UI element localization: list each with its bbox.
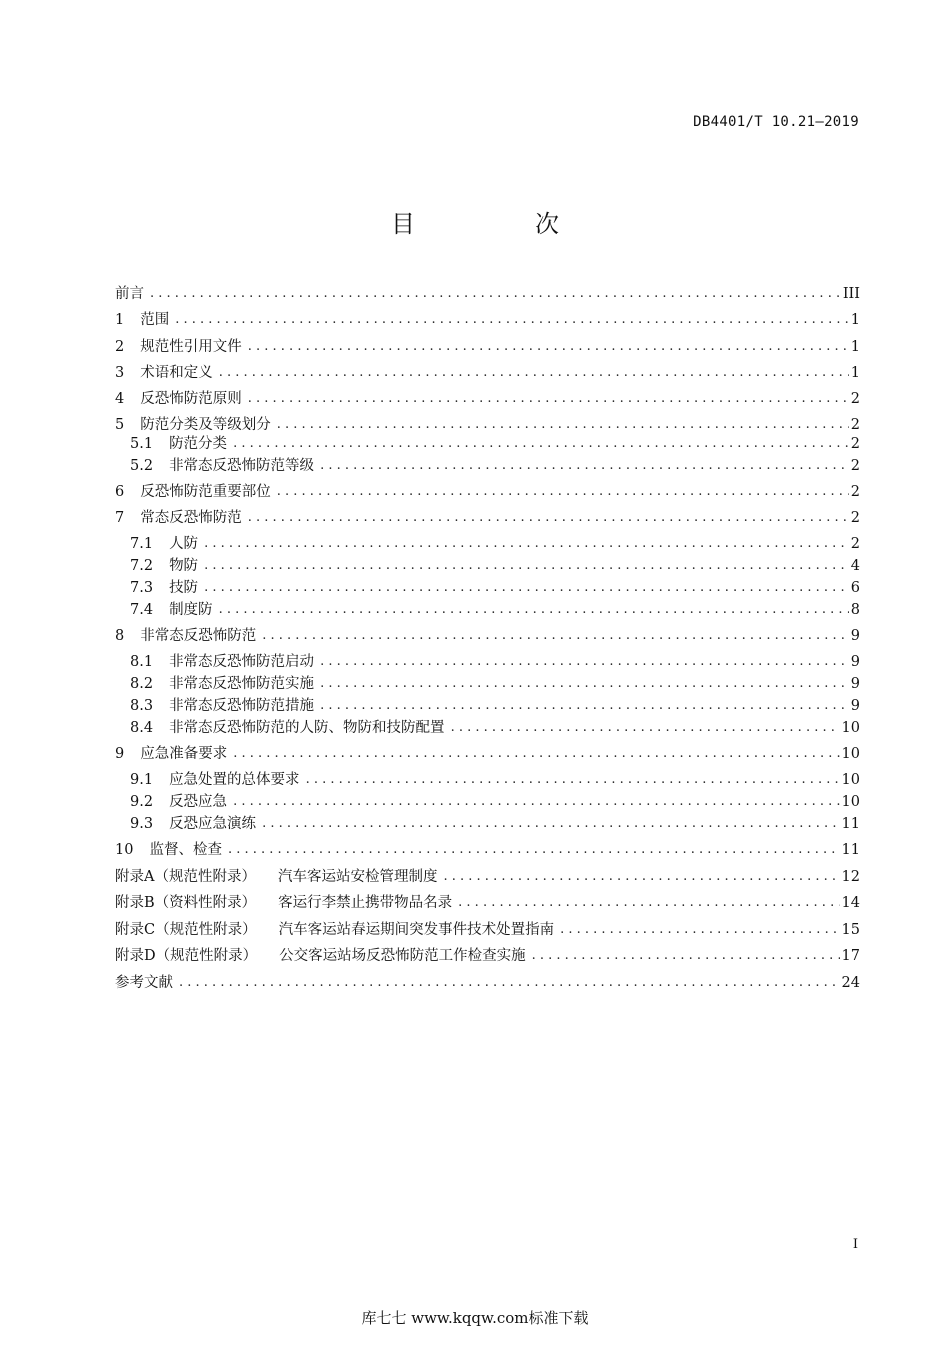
toc-entry-number: 8.2 bbox=[130, 676, 154, 692]
toc-entry-number: 7.1 bbox=[130, 536, 154, 552]
toc-entry-number: 附录C（规范性附录） bbox=[115, 922, 257, 938]
toc-entry[interactable] bbox=[130, 454, 860, 476]
toc-entry[interactable] bbox=[115, 971, 860, 993]
toc-entry-title: 物防 bbox=[169, 558, 199, 574]
toc-entry-number: 7.3 bbox=[130, 580, 154, 596]
toc-entry-number: 6 bbox=[115, 484, 125, 500]
toc-entry-number: 9.3 bbox=[130, 816, 154, 832]
toc-entry[interactable] bbox=[115, 742, 860, 764]
toc-entry[interactable] bbox=[115, 308, 860, 330]
toc-entry-title: 非常态反恐怖防范 bbox=[140, 628, 257, 644]
toc-entry-title: 反恐应急 bbox=[169, 794, 228, 810]
toc-entry-page: 14 bbox=[841, 895, 860, 911]
toc-entry-title: 反恐怖防范重要部位 bbox=[140, 484, 271, 500]
toc-entry-title: 反恐应急演练 bbox=[169, 816, 257, 832]
toc-entry[interactable] bbox=[115, 335, 860, 357]
toc-entry-page: 8 bbox=[850, 602, 860, 618]
toc-entry-page: 10 bbox=[841, 772, 860, 788]
toc-entry-page: 9 bbox=[850, 676, 860, 692]
toc-entry[interactable] bbox=[130, 694, 860, 716]
toc-leader-dots bbox=[175, 310, 849, 330]
toc-entry[interactable] bbox=[130, 812, 860, 834]
toc-entry-page: 4 bbox=[850, 558, 860, 574]
toc-entry-number: 9 bbox=[115, 746, 125, 762]
toc-entry-number: 2 bbox=[115, 339, 125, 355]
toc-entry[interactable] bbox=[130, 554, 860, 576]
toc-entry-number: 7.2 bbox=[130, 558, 154, 574]
toc-entry-page: 1 bbox=[850, 365, 860, 381]
toc-entry-number: 7.4 bbox=[130, 602, 154, 618]
toc-entry-page: 10 bbox=[841, 720, 860, 736]
toc-entry-title: 非常态反恐怖防范启动 bbox=[169, 654, 315, 670]
toc-leader-dots bbox=[248, 508, 849, 528]
toc-entry-page: 1 bbox=[850, 312, 860, 328]
toc-leader-dots bbox=[262, 814, 839, 834]
toc-entry-number: 8.1 bbox=[130, 654, 154, 670]
toc-entry-page: 17 bbox=[841, 948, 860, 964]
toc-entry-title: 防范分类 bbox=[169, 436, 228, 452]
toc-entry[interactable] bbox=[115, 480, 860, 502]
toc-leader-dots bbox=[150, 284, 841, 304]
toc-leader-dots bbox=[233, 792, 839, 812]
toc-entry-number: 5.1 bbox=[130, 436, 154, 452]
toc-entry[interactable] bbox=[115, 891, 860, 913]
toc-entry-page: 11 bbox=[841, 842, 860, 858]
toc-entry-number: 附录D（规范性附录） bbox=[115, 948, 258, 964]
toc-leader-dots bbox=[320, 674, 849, 694]
footer-watermark: 库七七 www.kqqw.com标准下载 bbox=[361, 1309, 589, 1327]
toc-entry-title: 客运行李禁止携带物品名录 bbox=[278, 895, 453, 911]
toc-entry-title: 防范分类及等级划分 bbox=[140, 417, 271, 433]
toc-entry-number: 10 bbox=[115, 842, 134, 858]
toc-entry-page: 10 bbox=[841, 794, 860, 810]
toc-entry-title: 非常态反恐怖防范实施 bbox=[169, 676, 315, 692]
toc-entry-page: 6 bbox=[850, 580, 860, 596]
toc-entry[interactable] bbox=[115, 282, 860, 304]
toc-entry[interactable] bbox=[115, 865, 860, 887]
toc-entry-page: 12 bbox=[841, 869, 860, 885]
toc-leader-dots bbox=[532, 946, 840, 966]
toc-entry[interactable] bbox=[115, 624, 860, 646]
toc-leader-dots bbox=[219, 363, 849, 383]
toc-leader-dots bbox=[179, 973, 840, 993]
toc-entry-page: 2 bbox=[850, 436, 860, 452]
toc-entry-page: 9 bbox=[850, 654, 860, 670]
toc-entry-title: 术语和定义 bbox=[140, 365, 213, 381]
toc-entry[interactable] bbox=[130, 716, 860, 738]
toc-leader-dots bbox=[233, 434, 849, 454]
toc-entry-title: 监督、检查 bbox=[149, 842, 222, 858]
toc-entry-title: 非常态反恐怖防范的人防、物防和技防配置 bbox=[169, 720, 445, 736]
toc-entry[interactable] bbox=[115, 387, 860, 409]
toc-entry-number: 5 bbox=[115, 417, 125, 433]
toc-leader-dots bbox=[262, 626, 849, 646]
toc-leader-dots bbox=[204, 578, 849, 598]
toc-entry[interactable] bbox=[115, 918, 860, 940]
toc-entry[interactable] bbox=[115, 506, 860, 528]
toc-entry-page: 2 bbox=[850, 510, 860, 526]
toc-entry-page: 2 bbox=[850, 391, 860, 407]
toc-leader-dots bbox=[248, 389, 849, 409]
toc-entry[interactable] bbox=[130, 768, 860, 790]
document-code: DB4401/T 10.21—2019 bbox=[693, 114, 859, 130]
toc-entry-title: 参考文献 bbox=[115, 975, 173, 991]
toc-entry-title: 前言 bbox=[115, 286, 144, 302]
toc-entry[interactable] bbox=[130, 532, 860, 554]
toc-entry[interactable] bbox=[130, 672, 860, 694]
toc-entry[interactable] bbox=[130, 576, 860, 598]
toc-entry-title: 公交客运站场反恐怖防范工作检查实施 bbox=[279, 948, 526, 964]
toc-entry-title: 制度防 bbox=[169, 602, 213, 618]
toc-entry-number: 9.1 bbox=[130, 772, 154, 788]
toc-entry-number: 1 bbox=[115, 312, 125, 328]
toc-entry-page: 15 bbox=[841, 922, 860, 938]
toc-entry-title: 汽车客运站春运期间突发事件技术处置指南 bbox=[278, 922, 555, 938]
toc-entry-title: 规范性引用文件 bbox=[140, 339, 242, 355]
toc-entry-page: 1 bbox=[850, 339, 860, 355]
toc-entry-number: 附录A（规范性附录） bbox=[115, 869, 256, 885]
toc-leader-dots bbox=[277, 482, 849, 502]
toc-leader-dots bbox=[443, 867, 839, 887]
toc-leader-dots bbox=[320, 456, 849, 476]
toc-entry[interactable] bbox=[130, 598, 860, 620]
toc-entry-title: 非常态反恐怖防范措施 bbox=[169, 698, 315, 714]
toc-entry-title: 应急处置的总体要求 bbox=[169, 772, 300, 788]
toc-leader-dots bbox=[320, 696, 849, 716]
toc-entry-page: 9 bbox=[850, 628, 860, 644]
toc-leader-dots bbox=[248, 337, 849, 357]
toc-entry-page: 9 bbox=[850, 698, 860, 714]
toc-entry[interactable] bbox=[115, 361, 860, 383]
toc-leader-dots bbox=[204, 534, 849, 554]
toc-entry-page: 2 bbox=[850, 458, 860, 474]
toc-entry-title: 反恐怖防范原则 bbox=[140, 391, 242, 407]
toc-entry-number: 5.2 bbox=[130, 458, 154, 474]
toc-entry-number: 9.2 bbox=[130, 794, 154, 810]
toc-entry-title: 范围 bbox=[140, 312, 170, 328]
toc-entry-page: 24 bbox=[841, 975, 860, 991]
toc-leader-dots bbox=[560, 920, 839, 940]
toc-leader-dots bbox=[306, 770, 840, 790]
toc-entry-number: 8.3 bbox=[130, 698, 154, 714]
toc-entry[interactable] bbox=[115, 944, 860, 966]
toc-entry-page: 10 bbox=[841, 746, 860, 762]
toc-leader-dots bbox=[320, 652, 849, 672]
toc-entry-number: 7 bbox=[115, 510, 125, 526]
toc-entry-number: 4 bbox=[115, 391, 125, 407]
page-number: I bbox=[852, 1237, 858, 1252]
toc-leader-dots bbox=[204, 556, 849, 576]
toc-leader-dots bbox=[219, 600, 849, 620]
toc-entry-title: 常态反恐怖防范 bbox=[140, 510, 242, 526]
toc-entry-number: 3 bbox=[115, 365, 125, 381]
toc-entry-title: 汽车客运站安检管理制度 bbox=[277, 869, 438, 885]
toc-entry-page: 2 bbox=[850, 417, 860, 433]
toc-leader-dots bbox=[233, 744, 839, 764]
toc-entry-title: 人防 bbox=[169, 536, 199, 552]
toc-entry-title: 技防 bbox=[169, 580, 199, 596]
toc-leader-dots bbox=[458, 893, 839, 913]
toc-entry-number: 8.4 bbox=[130, 720, 154, 736]
toc-entry-number: 附录B（资料性附录） bbox=[115, 895, 257, 911]
toc-entry-page: 11 bbox=[841, 816, 860, 832]
toc-title: 目 次 bbox=[391, 210, 607, 238]
toc-entry-page: III bbox=[842, 286, 860, 302]
toc-entry-page: 2 bbox=[850, 484, 860, 500]
toc-entry[interactable] bbox=[130, 432, 860, 454]
toc-entry[interactable] bbox=[130, 790, 860, 812]
toc-entry-page: 2 bbox=[850, 536, 860, 552]
toc-entry[interactable] bbox=[130, 650, 860, 672]
toc-entry-title: 应急准备要求 bbox=[140, 746, 228, 762]
toc-leader-dots bbox=[451, 718, 840, 738]
toc-entry[interactable] bbox=[115, 838, 860, 860]
toc-entry-number: 8 bbox=[115, 628, 125, 644]
toc-leader-dots bbox=[228, 840, 840, 860]
toc-entry-title: 非常态反恐怖防范等级 bbox=[169, 458, 315, 474]
